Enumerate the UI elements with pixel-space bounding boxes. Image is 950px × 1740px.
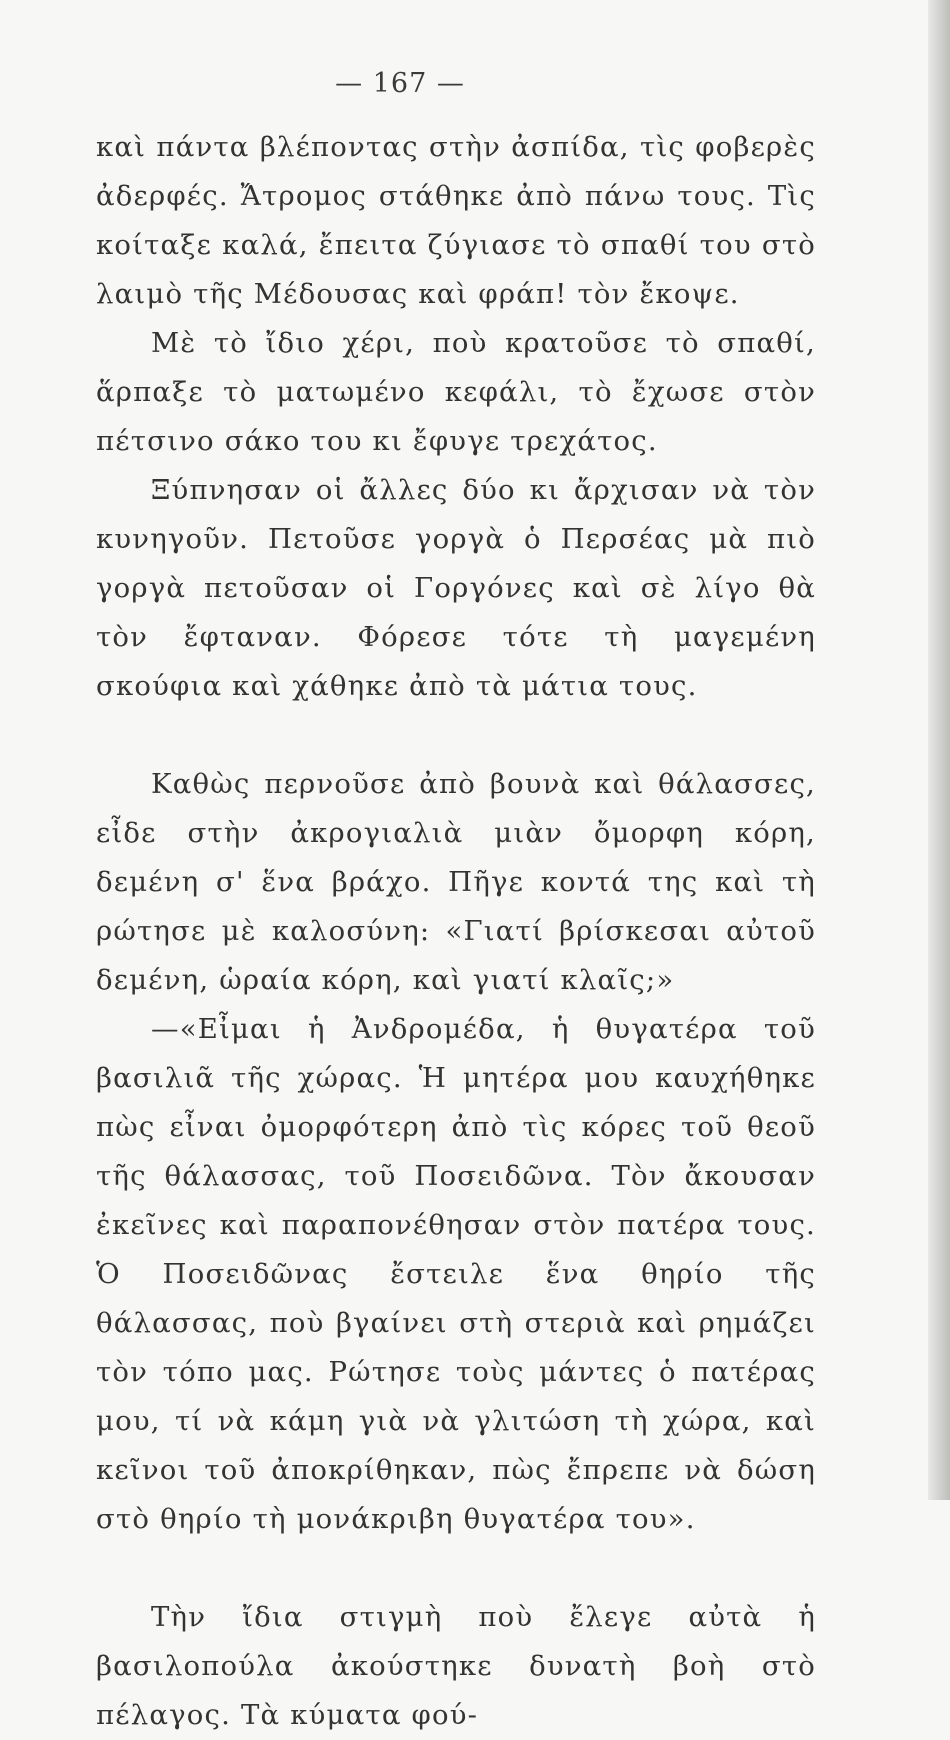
paragraph-6: Τὴν ἴδια στιγμὴ ποὺ ἔλεγε αὐτὰ ἡ βασιλοπούλα ἀκούστηκε δυνατὴ βοὴ στὸ πέλαγος. Τὰ κύματα φού- bbox=[96, 1601, 816, 1731]
paragraph-1: καὶ πάντα βλέποντας στὴν ἀσπίδα, τὶς φοβερὲς ἀδερφές. Ἄτρομος στάθηκε ἀπὸ πάνω τους. Τὶς κοίταξε καλά, ἔπειτα ζύγιασε τὸ σπαθί του στὸ λαιμὸ τῆς Μέδουσας καὶ φράπ! τὸν ἔκοψε. bbox=[96, 131, 816, 310]
page-edge-shadow bbox=[928, 0, 950, 1500]
page-number-header: — 167 — bbox=[335, 68, 465, 99]
body-text bbox=[96, 123, 816, 1740]
paragraph-2: Μὲ τὸ ἴδιο χέρι, ποὺ κρατοῦσε τὸ σπαθί, ἅρπαξε τὸ ματωμένο κεφάλι, τὸ ἔχωσε στὸν πέτσινο σάκο του κι ἔφυγε τρεχάτος. bbox=[96, 327, 816, 457]
paragraph-3: Ξύπνησαν οἱ ἄλλες δύο κι ἄρχισαν νὰ τὸν κυνηγοῦν. Πετοῦσε γοργὰ ὁ Περσέας μὰ πιὸ γοργὰ πετοῦσαν οἱ Γοργόνες καὶ σὲ λίγο θὰ τὸν ἔφταναν. Φόρεσε τότε τὴ μαγεμένη σκούφια καὶ χάθηκε ἀπὸ τὰ μάτια τους. bbox=[96, 474, 816, 702]
paragraph-4: Καθὼς περνοῦσε ἀπὸ βουνὰ καὶ θάλασσες, εἶδε στὴν ἀκρογιαλιὰ μιὰν ὄμορφη κόρη, δεμένη σ' ἕνα βράχο. Πῆγε κοντά της καὶ τὴ ρώτησε μὲ καλοσύνη: «Γιατί βρίσκεσαι αὐτοῦ δεμένη, ὡραία κόρη, καὶ γιατί κλαῖς;» bbox=[96, 768, 816, 996]
paragraph-5: —«Εἶμαι ἡ Ἀνδρομέδα, ἡ θυγατέρα τοῦ βασιλιᾶ τῆς χώρας. Ἡ μητέρα μου καυχήθηκε πὼς εἶναι ὀμορφότερη ἀπὸ τὶς κόρες τοῦ θεοῦ τῆς θάλασσας, τοῦ Ποσειδῶνα. Τὸν ἄκουσαν ἐκεῖνες καὶ παραπονέθησαν στὸν πατέρα τους. Ὁ Ποσειδῶνας ἔστειλε ἕνα θηρίο τῆς θάλασσας, ποὺ βγαίνει στὴ στεριὰ καὶ ρημάζει τὸν τόπο μας. Ρώτησε τοὺς μάντες ὁ πατέρας μου, τί νὰ κάμη γιὰ νὰ γλιτώση τὴ χώρα, καὶ κεῖνοι τοῦ ἀποκρίθηκαν, πὼς ἔπρεπε νὰ δώση στὸ θηρίο τὴ μονάκριβη θυγατέρα του». bbox=[96, 1013, 816, 1535]
